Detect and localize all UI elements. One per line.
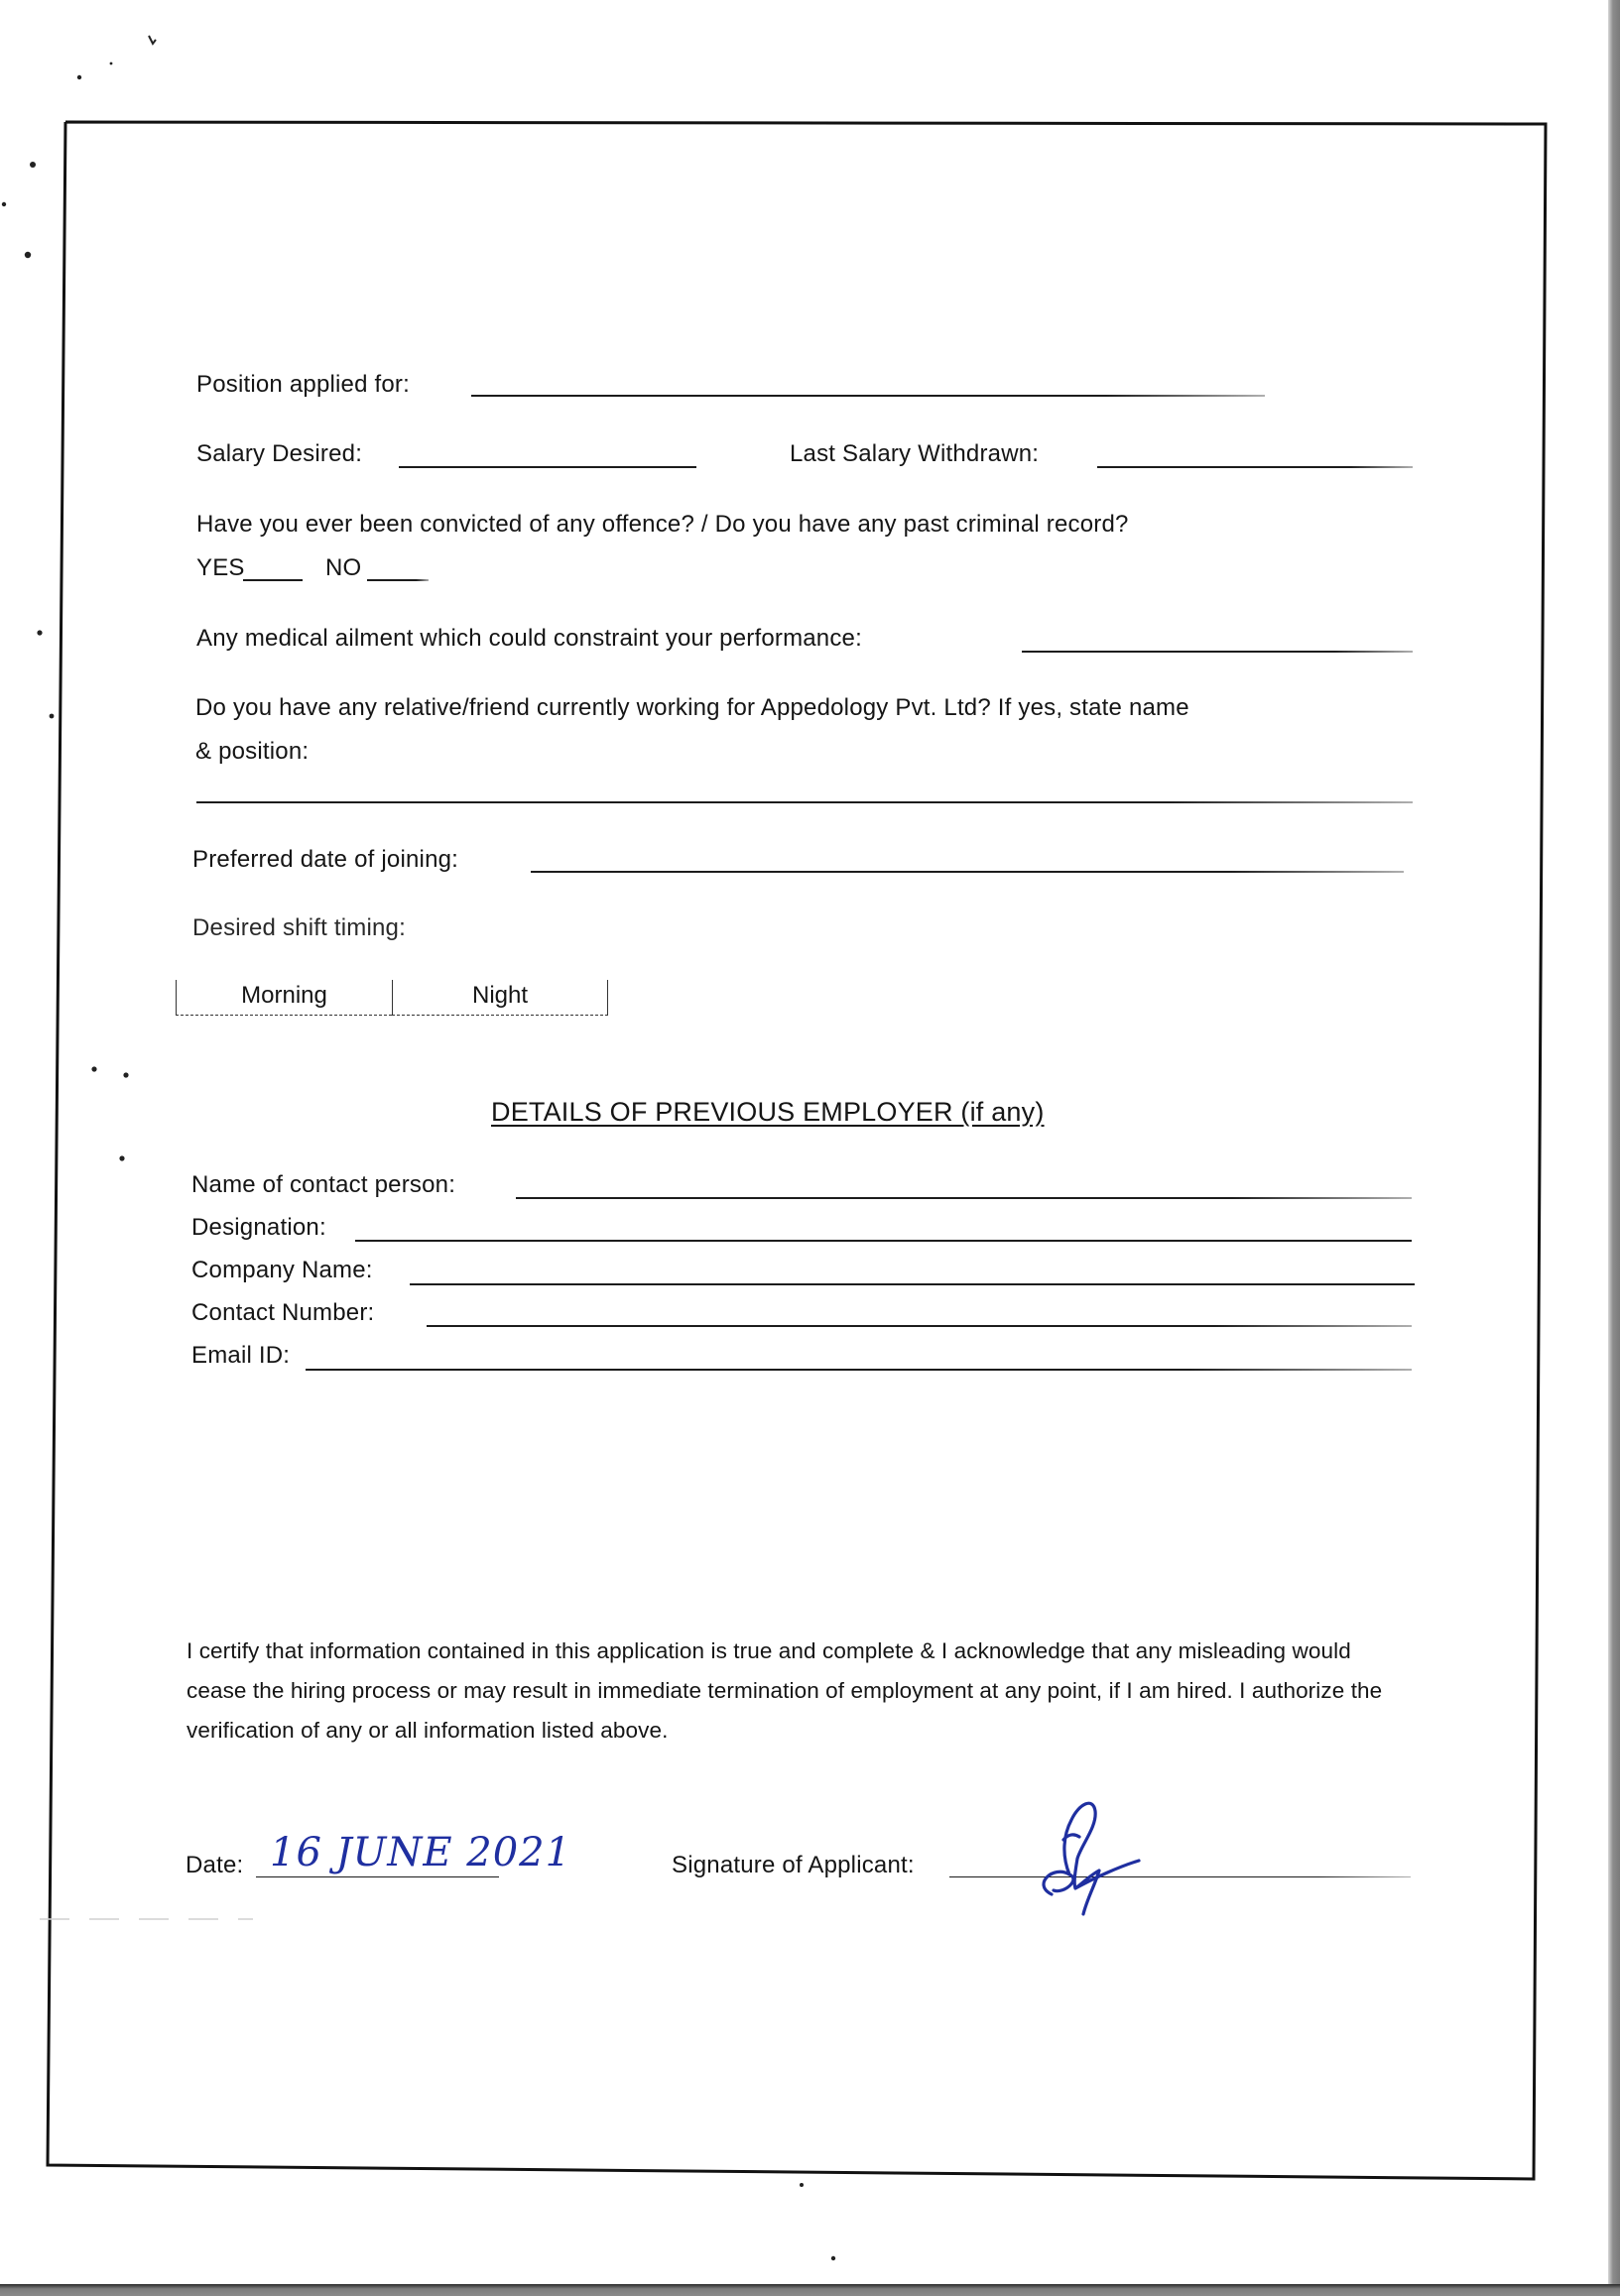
joining-date-rule [531,871,1404,873]
contact-number-label: Contact Number: [191,1299,375,1326]
contact-person-label: Name of contact person: [191,1171,456,1198]
company-name-label: Company Name: [191,1257,373,1283]
shift-option-morning-label: Morning [241,982,327,1009]
relative-input[interactable] [196,774,1421,801]
yes-blank[interactable] [243,579,303,581]
date-value[interactable]: 16 JUNE 2021 [270,1830,572,1875]
signature-label: Signature of Applicant: [672,1852,915,1878]
shift-label: Desired shift timing: [192,914,406,941]
last-salary-input[interactable] [1097,436,1421,464]
joining-date-input[interactable] [531,842,1412,870]
relative-question-line1: Do you have any relative/friend currently working for Appedology Pvt. Ltd? If yes, state name [195,694,1189,721]
last-salary-label: Last Salary Withdrawn: [790,440,1040,467]
shift-option-night-label: Night [471,982,529,1009]
email-label: Email ID: [191,1342,291,1369]
contact-number-rule [427,1325,1412,1327]
relative-rule [196,801,1413,803]
yes-label: YES [196,554,245,581]
medical-rule [1022,651,1413,653]
scanner-edge-right [1608,0,1620,2296]
designation-rule [355,1240,1412,1242]
criminal-record-question: Have you ever been convicted of any offence? / Do you have any past criminal record? [196,511,1129,538]
contact-person-input[interactable] [516,1170,1420,1198]
relative-question-line2: & position: [195,738,310,765]
shift-option-night[interactable] [392,980,608,1016]
salary-desired-input[interactable] [399,436,704,464]
contact-person-rule [516,1197,1412,1199]
no-label: NO [325,554,362,581]
last-salary-rule [1097,466,1413,468]
designation-label: Designation: [191,1214,326,1241]
salary-desired-rule [399,466,696,468]
date-rule [256,1876,499,1877]
position-applied-label: Position applied for: [196,371,410,398]
position-applied-rule [471,395,1265,397]
previous-employer-heading: DETAILS OF PREVIOUS EMPLOYER (if any) [491,1097,1045,1127]
date-label: Date: [186,1852,244,1878]
declaration-text: I certify that information contained in this application is true and complete & I acknowledge that any misleading would cease the hiring process or may result in immediate termination of employment at any point, if I am hired. I authorize the verification of any or all information listed above. [187,1638,1383,1743]
shift-option-morning[interactable] [176,980,392,1016]
medical-label: Any medical ailment which could constraint your performance: [196,625,862,652]
scanner-edge-bottom [0,2284,1620,2296]
joining-date-label: Preferred date of joining: [192,846,459,873]
designation-input[interactable] [355,1213,1420,1241]
no-blank[interactable] [367,579,429,581]
medical-input[interactable] [1022,621,1421,649]
company-name-input[interactable] [410,1256,1423,1283]
salary-desired-label: Salary Desired: [196,440,363,467]
signature-icon[interactable] [992,1775,1171,1934]
position-applied-input[interactable] [471,367,1273,395]
company-name-rule [410,1283,1415,1285]
email-input[interactable] [306,1341,1420,1369]
email-rule [306,1369,1412,1371]
contact-number-input[interactable] [427,1298,1420,1326]
